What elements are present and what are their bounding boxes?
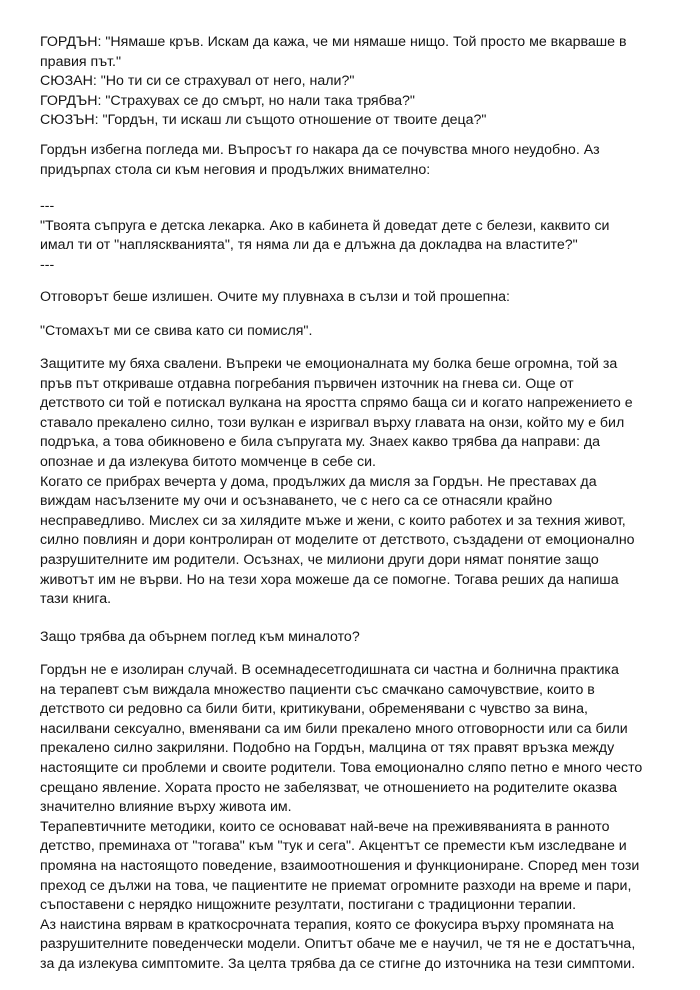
paragraph-stomach <box>40 322 665 342</box>
quote-separator-top: --- <box>40 198 55 214</box>
text-line: Защитите му бяха свалени. Въпреки че емоционалната му болка беше огромна, той за <box>40 356 618 372</box>
text-line: "Стомахът ми се свива като си помисля". <box>40 323 313 339</box>
dialogue-line: ГОРДЪН: "Страхувах се до смърт, но нали така трябва?" <box>40 92 415 109</box>
text-line: значително влияние върху живота им. <box>40 799 292 816</box>
quote-line: имал ти от "напляскванията", тя няма ли да е длъжна да докладва на властите?" <box>40 237 578 254</box>
quote-block <box>40 197 665 275</box>
text-line: на терапевт съм виждала множество пациенти със смачкано самочувствие, които в <box>40 681 595 698</box>
text-line: преход се дължи на това, че пациентите не приемат огромните разходи на време и пари, <box>40 877 632 894</box>
dialogue-block <box>40 33 665 131</box>
text-line: насилвани сексуално, вменявани са им били прекалено много отговорности или са били <box>40 720 628 737</box>
text-line: Отговорът беше излишен. Очите му плувнаха в сълзи и той прошепна: <box>40 289 510 305</box>
paragraph-answer <box>40 288 665 308</box>
text-line: подръка, а това обикновено е била съпругата му. Знаех какво трябва да направи: да <box>40 434 601 451</box>
text-line: придърпах стола си към неговия и продължих внимателно: <box>40 161 431 178</box>
text-line: Гордън избегна погледа ми. Въпросът го накара да се почувства много неудобно. Аз <box>40 142 600 158</box>
text-line: пръв път откриваше отдавна погребания първичен източник на гнева си. Още от <box>40 375 574 392</box>
text-line: прекалено силно закриляни. Подобно на Гордън, малцина от тях правят връзка между <box>40 740 615 757</box>
text-line: виждам насълзените му очи и осъзнаването, че с него са се отнасяли крайно <box>40 493 553 510</box>
text-line: настоящите си проблеми и своите родители. Това емоционално сляпо петно е много често <box>40 759 643 776</box>
text-line: съпоставени с нерядко нищожните резултати, постигани с традиционни терапии. <box>40 897 577 914</box>
paragraph-section <box>40 661 665 975</box>
quote-line: "Твоята съпруга е детска лекарка. Ако в кабинета й доведат дете с белези, каквито си <box>40 217 610 234</box>
text-line: несправедливо. Мислех си за хилядите мъже и жени, с които работех и за техния живот, <box>40 512 626 529</box>
text-line: Терапевтичните методики, които се основават най-вече на преживяванията в ранното <box>40 818 610 835</box>
text-line: разрушителните поведенчески модели. Опитът обаче ме е научил, че тя не е достатъчна, <box>40 936 636 953</box>
text-line: за да излекува симптомите. За целта трябва да се стигне до източника на тези симптоми. <box>40 955 636 972</box>
dialogue-line: правия път." <box>40 53 122 70</box>
text-line: детство, преминаха от "тогава" към "тук и сега". Акцентът се премести към изследване и <box>40 838 627 855</box>
text-line: Аз наистина вярвам в краткосрочната терапия, която се фокусира върху промяната на <box>40 916 614 933</box>
text-line: срещано явление. Хората просто не забелязват, че отношението на родителите оказва <box>40 779 617 796</box>
text-line: промяна на настоящото поведение, взаимоотношения и функциониране. Според мен този <box>40 857 640 874</box>
paragraph-gordon-avoided <box>40 141 665 180</box>
text-line: детството си той е потискал вулкана на яростта спрямо баща си и когато напрежението е <box>40 395 633 412</box>
text-line: силно повлиян и дори контролиран от моделите от детството, създадени от емоционално <box>40 532 635 549</box>
text-line: Когато се прибрах вечерта у дома, продължих да мисля за Гордън. Не преставах да <box>40 473 597 490</box>
quote-separator-bottom: --- <box>40 256 55 273</box>
dialogue-line: СЮЗАН: "Но ти си се страхувал от него, нали?" <box>40 73 355 90</box>
text-line: ставало прекалено силно, този вулкан е изригвал върху главата на онзи, който му е бил <box>40 414 625 431</box>
dialogue-line: СЮЗЪН: "Гордън, ти искаш ли същото отношение от твоите деца?" <box>40 112 487 129</box>
text-line: разрушителните им родители. Осъзнах, че милиони други дори нямат понятие защо <box>40 551 599 568</box>
paragraph-defenses <box>40 355 665 610</box>
section-heading: Защо трябва да обърнем поглед към миналото? <box>40 629 360 645</box>
text-line: Гордън не е изолиран случай. В осемнадесетгодишната си частна и болнична практика <box>40 662 619 678</box>
section-heading-block <box>40 628 665 648</box>
dialogue-line: ГОРДЪН: "Нямаше кръв. Искам да кажа, че ми нямаше нищо. Той просто ме вкарваше в <box>40 34 627 50</box>
text-line: опознае и да излекува битото момченце в себе си. <box>40 453 376 470</box>
text-line: животът им не върви. Но на тези хора можеше да се помогне. Тогава реших да напиша <box>40 571 619 588</box>
text-line: тази книга. <box>40 591 112 608</box>
text-line: детството си редовно са били бити, критикувани, обременявани с чувство за вина, <box>40 701 588 718</box>
